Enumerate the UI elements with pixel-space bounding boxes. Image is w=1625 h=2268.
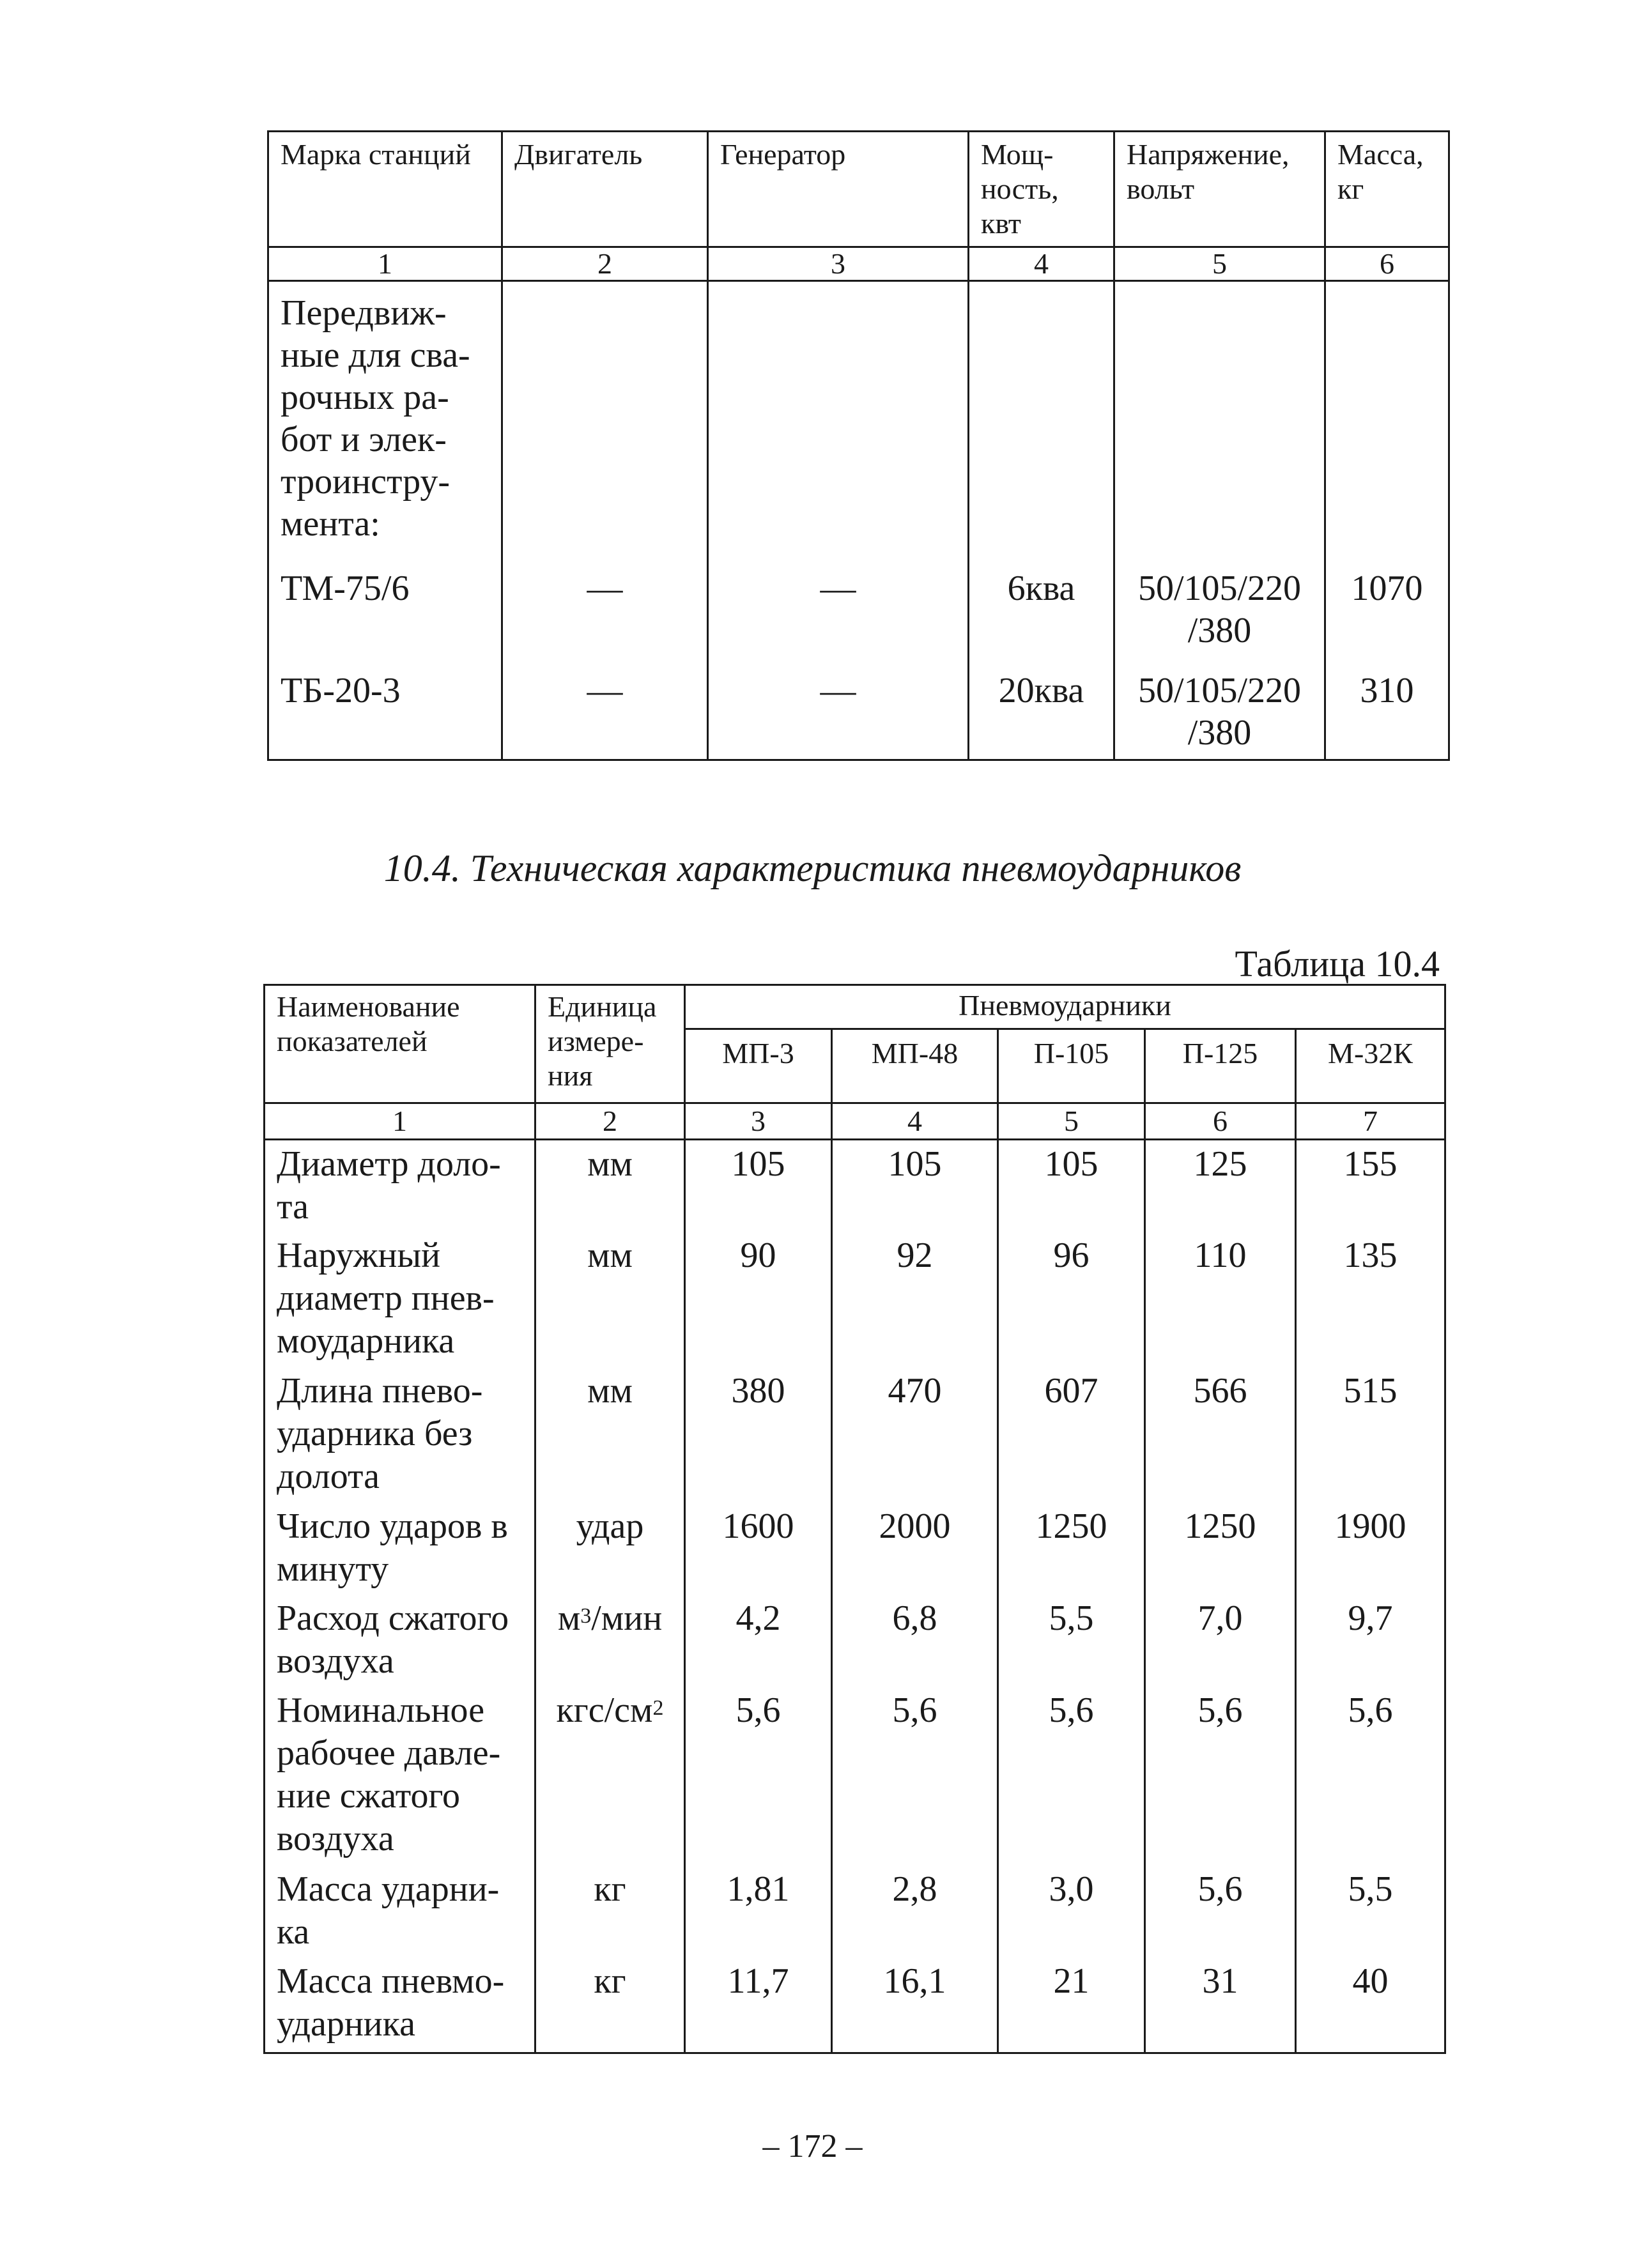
column-number: 2 bbox=[502, 247, 708, 281]
column-number: 6 bbox=[1145, 1103, 1296, 1140]
table-row bbox=[265, 1140, 1445, 1232]
empty-cell bbox=[969, 281, 1114, 562]
indicator-name: Наружный диаметр пнев-моударника bbox=[265, 1232, 535, 1367]
cell-value: 16,1 bbox=[832, 1958, 998, 2053]
table-row bbox=[265, 1687, 1445, 1866]
unit-base: кгс/см bbox=[556, 1690, 653, 1730]
table-row bbox=[268, 664, 1449, 760]
indicator-name: Номинальное рабочее давле-ние сжатого воздуха bbox=[265, 1687, 535, 1866]
header-mass: Масса, кг bbox=[1325, 132, 1449, 247]
cell-value: 515 bbox=[1296, 1367, 1445, 1503]
cell-value: 5,5 bbox=[998, 1595, 1145, 1687]
group-row bbox=[268, 281, 1449, 562]
unit-value bbox=[535, 1595, 685, 1687]
cell-value: 2,8 bbox=[832, 1866, 998, 1958]
column-number: 1 bbox=[265, 1103, 535, 1140]
cell-value: 607 bbox=[998, 1367, 1145, 1503]
mass-value: 1070 bbox=[1325, 562, 1449, 664]
cell-value: 5,6 bbox=[832, 1687, 998, 1866]
cell-value: 4,2 bbox=[685, 1595, 832, 1687]
table-header-row bbox=[265, 985, 1445, 1029]
header-model: МП-3 bbox=[685, 1029, 832, 1103]
indicator-name: Масса ударни-ка bbox=[265, 1866, 535, 1958]
cell-value: 11,7 bbox=[685, 1958, 832, 2053]
table-label: Таблица 10.4 bbox=[1235, 943, 1440, 985]
unit-value: удар bbox=[535, 1503, 685, 1595]
empty-cell bbox=[1114, 281, 1325, 562]
header-station-brand: Марка станций bbox=[268, 132, 502, 247]
header-unit: Единица измере-ния bbox=[535, 985, 685, 1103]
table-row bbox=[265, 1367, 1445, 1503]
column-number: 2 bbox=[535, 1103, 685, 1140]
header-hammers-group: Пневмоударники bbox=[685, 985, 1445, 1029]
column-number: 3 bbox=[708, 247, 969, 281]
unit-value bbox=[535, 1687, 685, 1866]
column-number: 4 bbox=[969, 247, 1114, 281]
indicator-name: Расход сжатого воздуха bbox=[265, 1595, 535, 1687]
power-value: 6ква bbox=[969, 562, 1114, 664]
table-row bbox=[265, 1866, 1445, 1958]
cell-value: 1600 bbox=[685, 1503, 832, 1595]
mass-value: 310 bbox=[1325, 664, 1449, 760]
column-number: 6 bbox=[1325, 247, 1449, 281]
unit-exponent: 2 bbox=[652, 1696, 664, 1720]
header-model: П-125 bbox=[1145, 1029, 1296, 1103]
cell-value: 9,7 bbox=[1296, 1595, 1445, 1687]
unit-value: мм bbox=[535, 1367, 685, 1503]
header-indicator-name: Наименование показателей bbox=[265, 985, 535, 1103]
cell-value: 105 bbox=[685, 1140, 832, 1232]
cell-value: 566 bbox=[1145, 1367, 1296, 1503]
cell-value: 31 bbox=[1145, 1958, 1296, 2053]
unit-exponent: 3 bbox=[580, 1604, 592, 1628]
cell-value: 2000 bbox=[832, 1503, 998, 1595]
column-number: 4 bbox=[832, 1103, 998, 1140]
cell-value: 1900 bbox=[1296, 1503, 1445, 1595]
power-value: 20ква bbox=[969, 664, 1114, 760]
column-number: 1 bbox=[268, 247, 502, 281]
voltage-value: 50/105/220 /380 bbox=[1114, 562, 1325, 664]
cell-value: 155 bbox=[1296, 1140, 1445, 1232]
cell-value: 1250 bbox=[998, 1503, 1145, 1595]
engine-value: — bbox=[502, 562, 708, 664]
column-number-row bbox=[268, 247, 1449, 281]
cell-value: 5,6 bbox=[998, 1687, 1145, 1866]
indicator-name: Число ударов в минуту bbox=[265, 1503, 535, 1595]
indicator-name: Диаметр доло-та bbox=[265, 1140, 535, 1232]
cell-value: 135 bbox=[1296, 1232, 1445, 1367]
pneumatic-hammers-table bbox=[263, 984, 1446, 2054]
cell-value: 1250 bbox=[1145, 1503, 1296, 1595]
cell-value: 5,6 bbox=[1145, 1866, 1296, 1958]
column-number: 7 bbox=[1296, 1103, 1445, 1140]
table-row bbox=[265, 1958, 1445, 2053]
cell-value: 92 bbox=[832, 1232, 998, 1367]
cell-value: 105 bbox=[998, 1140, 1145, 1232]
cell-value: 470 bbox=[832, 1367, 998, 1503]
cell-value: 5,6 bbox=[1145, 1687, 1296, 1866]
column-number: 5 bbox=[998, 1103, 1145, 1140]
unit-base: м bbox=[557, 1598, 581, 1638]
cell-value: 5,6 bbox=[685, 1687, 832, 1866]
engine-value: — bbox=[502, 664, 708, 760]
unit-value: кг bbox=[535, 1958, 685, 2053]
table-row bbox=[268, 562, 1449, 664]
header-model: П-105 bbox=[998, 1029, 1145, 1103]
column-number: 5 bbox=[1114, 247, 1325, 281]
cell-value: 3,0 bbox=[998, 1866, 1145, 1958]
cell-value: 380 bbox=[685, 1367, 832, 1503]
unit-value: мм bbox=[535, 1140, 685, 1232]
page-number: – 172 – bbox=[762, 2128, 863, 2165]
generator-value: — bbox=[708, 562, 969, 664]
unit-value: мм bbox=[535, 1232, 685, 1367]
header-engine: Двигатель bbox=[502, 132, 708, 247]
table-row bbox=[265, 1595, 1445, 1687]
header-power: Мощ-ность, квт bbox=[969, 132, 1114, 247]
empty-cell bbox=[1325, 281, 1449, 562]
voltage-value: 50/105/220 /380 bbox=[1114, 664, 1325, 760]
cell-value: 7,0 bbox=[1145, 1595, 1296, 1687]
cell-value: 40 bbox=[1296, 1958, 1445, 2053]
table-row bbox=[265, 1503, 1445, 1595]
indicator-name: Масса пневмо-ударника bbox=[265, 1958, 535, 2053]
cell-value: 90 bbox=[685, 1232, 832, 1367]
cell-value: 21 bbox=[998, 1958, 1145, 2053]
power-stations-table bbox=[267, 130, 1450, 761]
group-label: Передвиж-ные для сва-рочных ра-бот и элек-троинстру-мента: bbox=[268, 281, 502, 562]
cell-value: 96 bbox=[998, 1232, 1145, 1367]
cell-value: 5,5 bbox=[1296, 1866, 1445, 1958]
unit-tail: /мин bbox=[591, 1598, 663, 1638]
cell-value: 110 bbox=[1145, 1232, 1296, 1367]
header-voltage: Напряжение, вольт bbox=[1114, 132, 1325, 247]
cell-value: 125 bbox=[1145, 1140, 1296, 1232]
section-caption: 10.4. Техническая характеристика пневмоударников bbox=[383, 847, 1242, 889]
column-number: 3 bbox=[685, 1103, 832, 1140]
cell-value: 105 bbox=[832, 1140, 998, 1232]
station-name: ТМ-75/6 bbox=[268, 562, 502, 664]
indicator-name: Длина пнево-ударника без долота bbox=[265, 1367, 535, 1503]
header-model: МП-48 bbox=[832, 1029, 998, 1103]
column-number-row bbox=[265, 1103, 1445, 1140]
generator-value: — bbox=[708, 664, 969, 760]
cell-value: 6,8 bbox=[832, 1595, 998, 1687]
empty-cell bbox=[502, 281, 708, 562]
cell-value: 5,6 bbox=[1296, 1687, 1445, 1866]
table-row bbox=[265, 1232, 1445, 1367]
unit-value: кг bbox=[535, 1866, 685, 1958]
table-header-row bbox=[268, 132, 1449, 247]
header-generator: Генератор bbox=[708, 132, 969, 247]
cell-value: 1,81 bbox=[685, 1866, 832, 1958]
station-name: ТБ-20-3 bbox=[268, 664, 502, 760]
header-model: М-32К bbox=[1296, 1029, 1445, 1103]
empty-cell bbox=[708, 281, 969, 562]
